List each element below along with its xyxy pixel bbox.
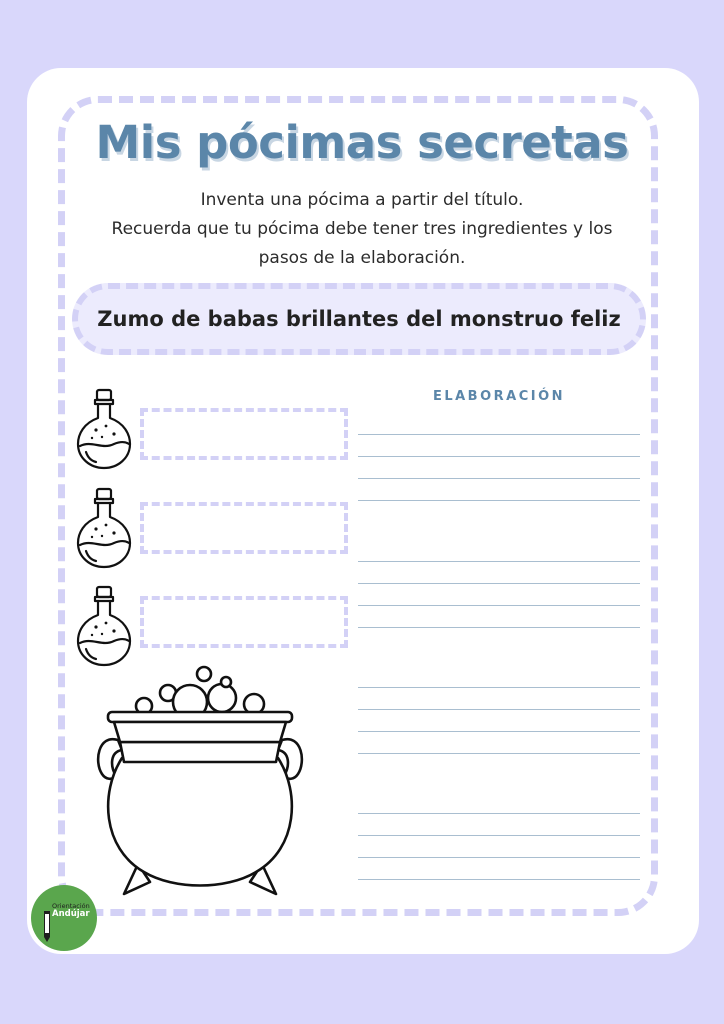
writing-line[interactable] [358, 753, 640, 754]
potion-name-box [72, 283, 646, 355]
writing-line[interactable] [358, 627, 640, 628]
writing-line[interactable] [358, 434, 640, 435]
writing-line[interactable] [358, 456, 640, 457]
pencil-icon [44, 911, 50, 942]
ingredient-box-1[interactable] [140, 408, 348, 460]
potion-bottle-icon [74, 487, 134, 569]
instruction-line-2: Recuerda que tu pócima debe tener tres ingredientes y los [111, 219, 613, 239]
potion-bottle-icon [74, 388, 134, 470]
potion-name: Zumo de babas brillantes del monstruo feliz [97, 307, 621, 331]
ingredient-box-3[interactable] [140, 596, 348, 648]
writing-line[interactable] [358, 731, 640, 732]
writing-line[interactable] [358, 857, 640, 858]
instructions [60, 186, 664, 273]
writing-line[interactable] [358, 605, 640, 606]
potion-bottle-icon [74, 585, 134, 667]
writing-line[interactable] [358, 478, 640, 479]
writing-line[interactable] [358, 687, 640, 688]
writing-line[interactable] [358, 500, 640, 501]
logo-line-1: Orientación [52, 902, 90, 910]
page-title: Mis pócimas secretas [95, 116, 629, 169]
writing-line[interactable] [358, 709, 640, 710]
writing-line[interactable] [358, 583, 640, 584]
writing-line[interactable] [358, 813, 640, 814]
orientacion-andujar-logo [31, 885, 97, 951]
cauldron-icon [94, 662, 306, 900]
ingredient-box-2[interactable] [140, 502, 348, 554]
elaboration-label: ELABORACIÓN [432, 389, 566, 404]
instruction-line-1: Inventa una pócima a partir del título. [200, 190, 524, 210]
writing-line[interactable] [358, 561, 640, 562]
writing-line[interactable] [358, 879, 640, 880]
logo-line-2: Andújar [52, 909, 90, 919]
instruction-line-3: pasos de la elaboración. [258, 248, 466, 268]
writing-line[interactable] [358, 835, 640, 836]
